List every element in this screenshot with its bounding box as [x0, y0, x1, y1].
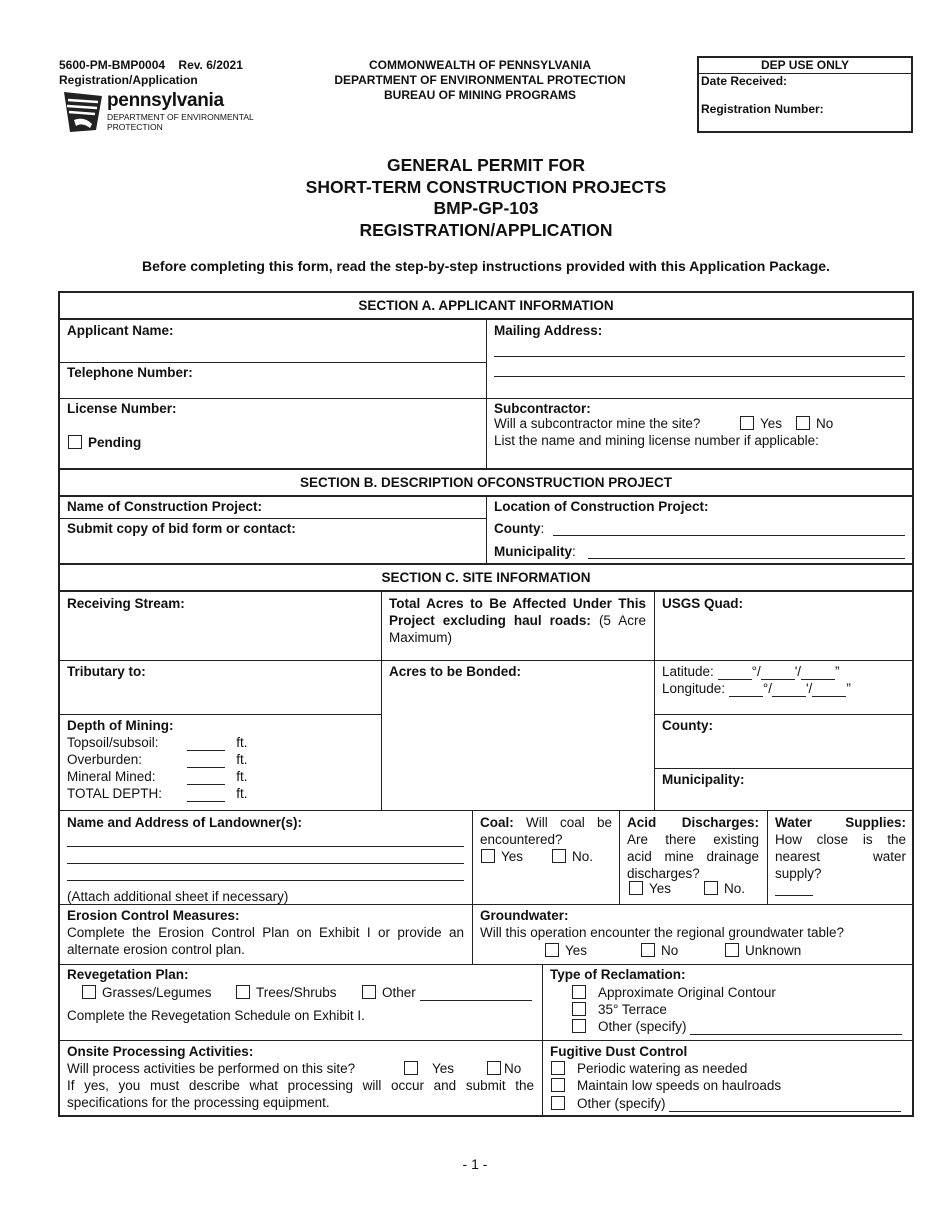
groundwater-no-checkbox[interactable]: [641, 943, 655, 957]
date-received-label: Date Received:: [701, 74, 788, 88]
site-municipality-label: Municipality:: [662, 772, 745, 787]
project-municipality-field[interactable]: [588, 558, 905, 559]
total-depth-field[interactable]: [187, 801, 225, 802]
dust-watering-checkbox[interactable]: [551, 1061, 565, 1075]
registration-number-label: Registration Number:: [701, 102, 824, 116]
reclamation-terrace-checkbox[interactable]: [572, 1002, 586, 1016]
subcontractor-yes[interactable]: Yes: [740, 415, 782, 432]
location-label: Location of Construction Project:: [494, 499, 709, 514]
groundwater-unknown[interactable]: Unknown: [725, 942, 801, 959]
attach-note: (Attach additional sheet if necessary): [67, 889, 289, 904]
section-b-title: SECTION B. DESCRIPTION OFCONSTRUCTION PROJECT: [299, 475, 673, 490]
dust-other-checkbox[interactable]: [551, 1096, 565, 1110]
water-distance-field[interactable]: [775, 895, 813, 896]
groundwater-title: Groundwater:: [480, 908, 569, 923]
dust-watering[interactable]: Periodic watering as needed: [551, 1060, 747, 1077]
subcontractor-question: Will a subcontractor mine the site?: [494, 416, 701, 431]
acid-yes[interactable]: Yes: [629, 880, 671, 897]
logo-wordmark: pennsylvania: [107, 90, 224, 111]
onsite-yes[interactable]: Yes: [404, 1060, 454, 1077]
reclamation-aoc-checkbox[interactable]: [572, 985, 586, 999]
license-number-label: License Number:: [67, 401, 177, 416]
onsite-question: Will process activities be performed on this site?: [67, 1061, 356, 1076]
page-title: GENERAL PERMIT FOR SHORT-TERM CONSTRUCTION PROJECTS BMP-GP-103 REGISTRATION/APPLICATION: [305, 155, 667, 240]
project-municipality: Municipality:: [494, 544, 576, 559]
applicant-name-label: Applicant Name:: [67, 323, 174, 338]
section-a-title: SECTION A. APPLICANT INFORMATION: [358, 298, 614, 313]
dust-low-speeds[interactable]: Maintain low speeds on haulroads: [551, 1077, 781, 1094]
depth-of-mining: Depth of Mining: Topsoil/subsoil: ft. Overburden: ft. Mineral Mined: ft. TOTAL DEPTH: ft.: [67, 718, 248, 801]
coal-yes[interactable]: Yes: [481, 848, 523, 865]
tributary-label: Tributary to:: [67, 664, 146, 679]
topsoil-depth-field[interactable]: [187, 750, 225, 751]
subcontractor-yes-checkbox[interactable]: [740, 416, 754, 430]
groundwater-question: Will this operation encounter the regional groundwater table?: [480, 925, 844, 940]
site-county-label: County:: [662, 718, 713, 733]
project-county-field[interactable]: [553, 535, 905, 536]
acid-question: Acid Discharges: Are there existing acid mine drainage discharges?: [627, 815, 759, 881]
erosion-title: Erosion Control Measures:: [67, 908, 240, 923]
onsite-no[interactable]: No: [487, 1060, 521, 1077]
logo-subtitle: DEPARTMENT OF ENVIRONMENTAL PROTECTION: [107, 112, 254, 132]
acid-no[interactable]: No.: [704, 880, 745, 897]
total-acres-label: Total Acres to Be Affected Under This Project excluding haul roads: (5 Acre Maximum): [389, 596, 646, 645]
pa-dep-logo: [60, 90, 260, 134]
telephone-label: Telephone Number:: [67, 365, 193, 380]
coal-no-checkbox[interactable]: [552, 849, 566, 863]
bid-form-label: Submit copy of bid form or contact:: [67, 521, 296, 536]
groundwater-unknown-checkbox[interactable]: [725, 943, 739, 957]
reclamation-other-checkbox[interactable]: [572, 1019, 586, 1033]
form-number: 5600-PM-BMP0004 Rev. 6/2021 Registration/Application: [59, 58, 243, 87]
reclamation-other[interactable]: Other (specify): [572, 1018, 902, 1035]
latitude-field[interactable]: Latitude: °/ '/ ”: [662, 664, 840, 679]
reclamation-title: Type of Reclamation:: [550, 967, 686, 982]
reveg-other[interactable]: Other: [362, 984, 532, 1001]
dust-other[interactable]: Other (specify): [551, 1095, 901, 1112]
reclamation-terrace[interactable]: 35° Terrace: [572, 1001, 667, 1018]
page-number: - 1 -: [462, 1156, 488, 1172]
reveg-note: Complete the Revegetation Schedule on Exhibit I.: [67, 1008, 365, 1023]
erosion-text: Complete the Erosion Control Plan on Exhibit I or provide an alternate erosion control plan.: [67, 925, 464, 957]
overburden-depth-field[interactable]: [187, 767, 225, 768]
applicant-name-field[interactable]: [67, 340, 477, 360]
agency-header: COMMONWEALTH OF PENNSYLVANIA DEPARTMENT OF ENVIRONMENTAL PROTECTION BUREAU OF MINING PROGRAMS: [334, 58, 626, 102]
onsite-note: If yes, you must describe what processing will occur and submit the specifications for the processing equipment.: [67, 1078, 534, 1110]
keystone-logo-icon: [60, 90, 106, 134]
mailing-address-label: Mailing Address:: [494, 323, 603, 338]
landowner-line-2[interactable]: [67, 863, 464, 864]
usgs-quad-label: USGS Quad:: [662, 596, 744, 611]
onsite-yes-checkbox[interactable]: [404, 1061, 418, 1075]
coal-question: Coal: Will coal be encountered?: [480, 815, 612, 847]
reveg-grasses[interactable]: Grasses/Legumes: [82, 984, 212, 1001]
subcontractor-no-checkbox[interactable]: [796, 416, 810, 430]
groundwater-yes-checkbox[interactable]: [545, 943, 559, 957]
water-question: Water Supplies: How close is the nearest water supply?: [775, 815, 906, 881]
landowner-line-1[interactable]: [67, 846, 464, 847]
onsite-no-checkbox[interactable]: [487, 1061, 501, 1075]
subcontractor-no[interactable]: No: [796, 415, 833, 432]
project-name-label: Name of Construction Project:: [67, 499, 263, 514]
mailing-address-line-1[interactable]: [494, 356, 905, 357]
longitude-field[interactable]: Longitude: °/ '/ ”: [662, 681, 851, 696]
groundwater-yes[interactable]: Yes: [545, 942, 587, 959]
dust-title: Fugitive Dust Control: [550, 1044, 688, 1059]
dust-low-speeds-checkbox[interactable]: [551, 1078, 565, 1092]
receiving-stream-label: Receiving Stream:: [67, 596, 185, 611]
reveg-grasses-checkbox[interactable]: [82, 985, 96, 999]
reveg-title: Revegetation Plan:: [67, 967, 189, 982]
mailing-address-line-2[interactable]: [494, 376, 905, 377]
dep-use-box: [697, 56, 913, 133]
groundwater-no[interactable]: No: [641, 942, 678, 959]
landowner-line-3[interactable]: [67, 880, 464, 881]
acid-no-checkbox[interactable]: [704, 881, 718, 895]
dep-use-title: DEP USE ONLY: [699, 58, 911, 74]
reveg-other-checkbox[interactable]: [362, 985, 376, 999]
acid-yes-checkbox[interactable]: [629, 881, 643, 895]
subcontractor-label: Subcontractor:: [494, 401, 591, 416]
reveg-trees[interactable]: Trees/Shrubs: [236, 984, 337, 1001]
landowner-label: Name and Address of Landowner(s):: [67, 815, 303, 830]
reveg-trees-checkbox[interactable]: [236, 985, 250, 999]
project-county: County:: [494, 521, 545, 536]
pending-checkbox[interactable]: [68, 435, 82, 449]
onsite-title: Onsite Processing Activities:: [67, 1044, 254, 1059]
acres-bonded-label: Acres to be Bonded:: [389, 664, 522, 679]
mineral-depth-field[interactable]: [187, 784, 225, 785]
section-c-title: SECTION C. SITE INFORMATION: [381, 570, 591, 585]
instructions-note: Before completing this form, read the step-by-step instructions provided with this Application Package.: [142, 258, 830, 274]
coal-yes-checkbox[interactable]: [481, 849, 495, 863]
coal-no[interactable]: No.: [552, 848, 593, 865]
pending-option[interactable]: Pending: [68, 434, 141, 451]
subcontractor-list-note: List the name and mining license number if applicable:: [494, 433, 819, 448]
reclamation-aoc[interactable]: Approximate Original Contour: [572, 984, 776, 1001]
